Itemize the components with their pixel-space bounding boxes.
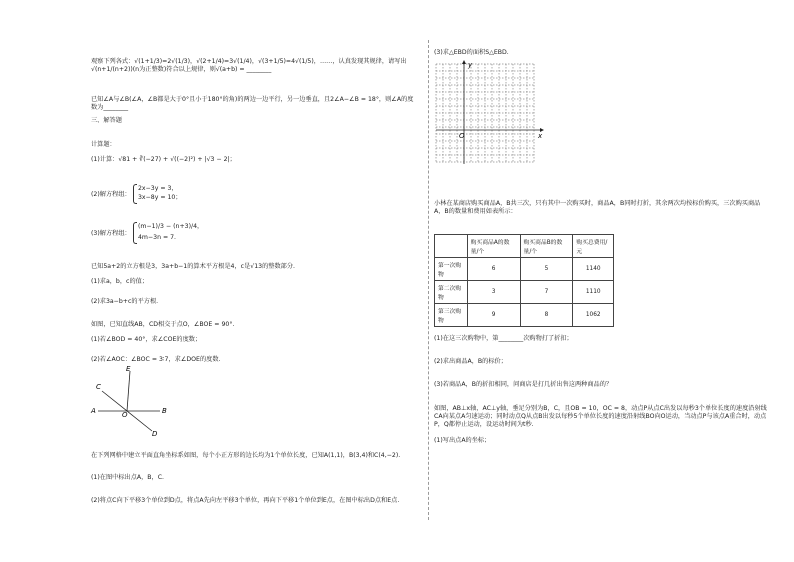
table-header-cell [435,235,468,258]
table-cell: 8 [520,304,573,327]
motion-item-1: (1)写出点A的坐标； [434,437,491,444]
grid-question: 在下列网格中建立平面直角坐标系如图，每个小正方形的边长均为1个单位长度，已知A(1,1)，B(3,4)和C(4,−2). [91,452,401,459]
calc-title: 计算题： [91,141,116,148]
table-cell: 1062 [573,304,614,327]
calc-item-2-eq2: 3x−8y = 10； [138,194,182,201]
calc-item-2-eq1: 2x−3y = 3， [138,185,178,192]
x-axis-label: x [538,132,543,140]
shop-item-2: (2)求出商品A，B的标价； [434,358,507,365]
angle-question: 已知∠A与∠B(∠A，∠B都是大于0°且小于180°的角)的两边一边平行，另一边垂直，且2∠A−∠B = 18°，则∠A的度数为________ [91,96,414,111]
origin-label: O [459,132,465,140]
label-c: C [96,383,101,391]
calc-item-3-label: (3)解方程组： [91,230,131,237]
observe-question: 观察下列各式：√(1+1/3)=2√(1/3)，√(2+1/4)=3√(1/4)，√(3+1/5)=4√(1/5)，……，认真发现其规律，请写出√(n+1/(n+2))(n为正整数)符合以上规律，则√(a+b) = ________ [91,58,407,73]
calc-item-3-eq1: (m−1)/3 − (n+3)/4， [138,223,204,230]
table-cell: 第二次购物 [435,281,468,304]
table-cell: 1110 [573,281,614,304]
shop-item-3: (3)若商品A，B的折扣相同，问商店是打几折出售这两种商品的？ [434,381,613,388]
y-axis-arrow [462,60,466,64]
table-row [435,258,614,281]
shop-question: 小林在某商店购买商品A，B共三次，只有其中一次购买时，商品A，B同时打折，其余两次均按标价购买，三次购买商品A，B的数量和费用如表所示： [434,200,761,215]
table-cell: 9 [467,304,520,327]
brace-3 [133,222,137,244]
grid-lines [436,64,534,162]
column-divider [428,40,429,520]
label-b: B [162,407,167,415]
cube-question: 已知5a+2的立方根是3，3a+b−1的算术平方根是4，c是√13的整数部分. [91,263,295,270]
table-cell: 6 [467,258,520,281]
intersecting-lines-figure [90,365,180,437]
cube-item-1: (1)求a，b，c的值； [91,278,149,285]
table-cell: 7 [520,281,573,304]
cube-item-2: (2)求3a−b+c的平方根. [91,298,159,305]
label-a: A [91,407,96,415]
shop-item-1: (1)在这三次购物中，第________次购物打了折扣； [434,335,573,342]
table-cell: 1140 [573,258,614,281]
brace-2 [133,184,137,204]
label-e: E [126,365,131,373]
ebd-question: (3)求△EBD的面积S△EBD. [434,49,509,56]
y-axis-label: y [468,61,473,69]
calc-item-3-eq2: 4m−3n = 7. [138,234,177,241]
table-header-cell: 购买总费用/元 [573,235,614,258]
table-cell: 第一次购物 [435,258,468,281]
grid-item-2: (2)将点C向下平移3个单位到D点，将点A先向左平移3个单位，再向下平移1个单位到E点，在图中标出D点和E点. [91,497,400,504]
lines-item-1: (1)若∠BOD = 40°，求∠COE的度数； [91,336,202,343]
calc-item-1: (1)计算：√81 + ∛(−27) + √((−2)²) + |√3 − 2|； [91,156,236,163]
calc-item-2-label: (2)解方程组： [91,191,131,198]
table-header-row [435,235,614,258]
label-o: O [122,411,128,419]
lines-item-2: (2)若∠AOC：∠BOC = 3∶7，求∠DOE的度数. [91,356,221,363]
purchase-table [434,234,614,327]
table-cell: 3 [467,281,520,304]
label-d: D [152,430,158,438]
table-header-cell: 购买商品A的数量/个 [467,235,520,258]
table-cell: 5 [520,258,573,281]
section-heading: 三、解答题 [91,117,122,124]
table-row [435,281,614,304]
table-cell: 第三次购物 [435,304,468,327]
table-row [435,304,614,327]
motion-question: 如图，AB⊥x轴，AC⊥y轴，垂足分别为B，C，且OB = 10，OC = 8，动点P从点C出发以每秒3个单位长度的速度沿射线CA向某点A匀速运动；同时动点Q从点B出发以每秒5个单位长度的速度沿射线BO向O运动，当动点P与该点A重合时，动点P，Q都停止运动，设运动时间为t秒. [434,405,767,428]
grid-item-1: (1)在图中标出点A，B，C. [91,474,165,481]
ray-oe [127,371,130,411]
coordinate-grid [436,60,544,164]
lines-question: 如图，已知直线AB，CD相交于点O，∠BOE = 90°. [91,321,235,328]
table-header-cell: 购买商品B的数量/个 [520,235,573,258]
